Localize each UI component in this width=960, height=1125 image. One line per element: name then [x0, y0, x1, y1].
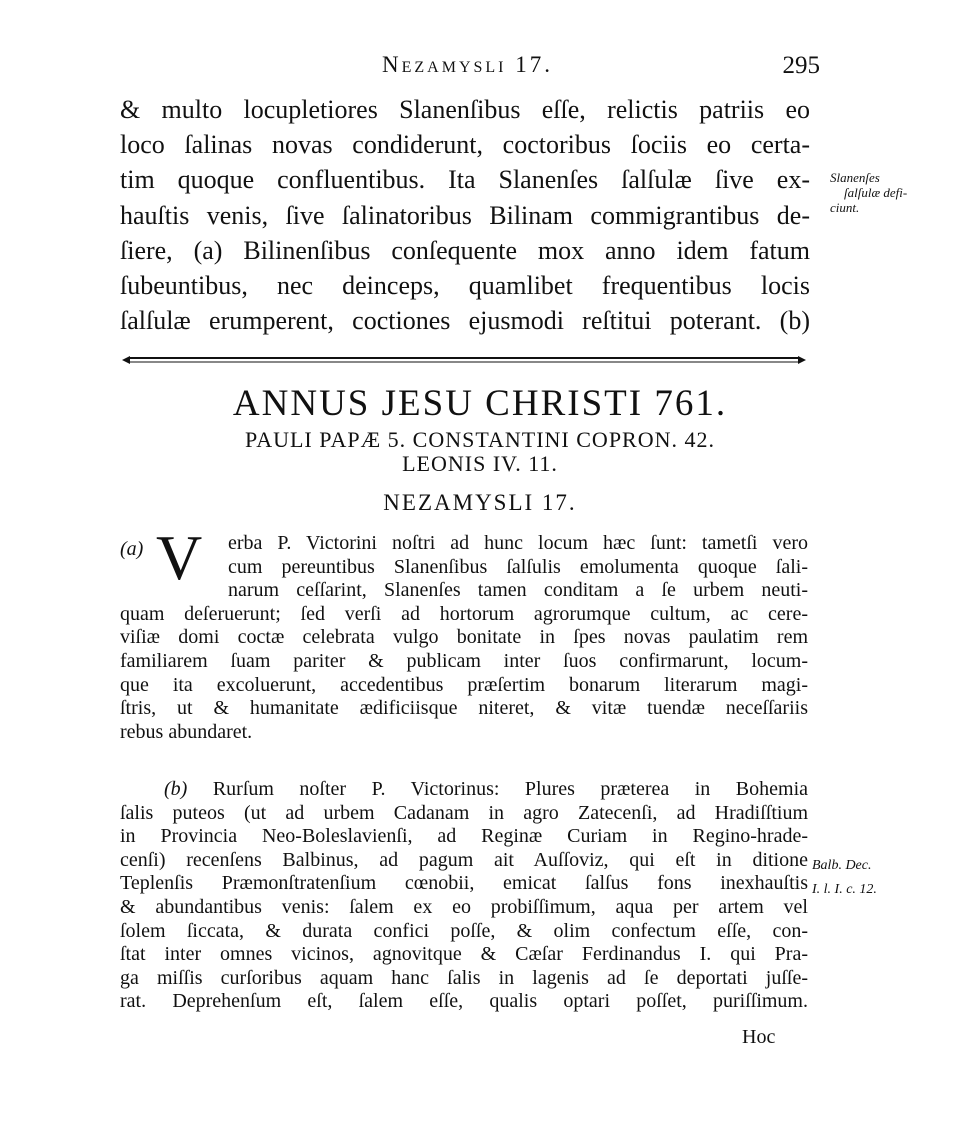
footnote-line: cum pereuntibus Slanenſibus ſalſulis emolumenta quoque ſali-: [228, 555, 808, 578]
ornamental-rule-icon: [122, 355, 806, 365]
page-number: 295: [782, 52, 820, 79]
footnote-marker: (a): [120, 538, 144, 560]
footnote-line: ſtris, ut & humanitate ædificiisque niteret, & vitæ tuendæ neceſſariis: [120, 697, 808, 720]
footnote-line: ſalis puteos (ut ad urbem Cadanam in agro Zatecenſi, ad Hradiſſtium: [120, 801, 808, 824]
footnote-line-text: Rurſum noſter P. Victorinus: Plures præterea in Bohemia: [212, 778, 808, 800]
drop-cap: V: [156, 522, 203, 593]
ornamental-rule: [122, 355, 806, 365]
footnote-marker: (b): [164, 778, 188, 800]
footnote-a: [120, 522, 808, 744]
footnote-line: que ita excoluerunt, accedentibus præſertim bonarum literarum magi-: [120, 673, 808, 696]
duke-heading: NEZAMYSLI 17.: [383, 490, 577, 515]
main-text-line: tim quoque confluentibus. Ita Slanenſes ſalſulæ ſive ex-: [120, 165, 810, 195]
main-text-block: [120, 92, 810, 338]
footnote-line: narum ceſſarint, Slanenſes tamen conditam a ſe urbem neuti-: [228, 579, 808, 602]
main-text-line: ſiere, (a) Bilinenſibus conſequente mox anno idem fatum: [120, 235, 810, 265]
footnote-line: ga miſſis curſoribus aquam hanc ſalis in lagenis ad ſe deportati juſſe-: [120, 966, 808, 989]
footnote-b: [120, 778, 808, 1014]
footnote-line: rat. Deprehenſum eſt, ſalem eſſe, qualis optari poſſet, puriſſimum.: [120, 990, 808, 1013]
footnote-line: erba P. Victorini noſtri ad hunc locum hæc ſunt: tametſi vero: [228, 532, 808, 554]
footnote-line: [120, 778, 808, 802]
footnote-line: cenſi) recenſens Balbinus, ad pagum ait Auſſoviz, qui eſt in ditione: [120, 848, 808, 871]
footnote-line: & abundantibus venis: ſalem ex eo probiſſimum, aqua per artem vel: [120, 895, 808, 918]
main-text-line: ſubeuntibus, nec deinceps, quamlibet frequentibus locis: [120, 271, 810, 301]
margin-note-line: ciunt.: [830, 200, 860, 215]
main-text-line: & multo locupletiores Slanenſibus eſſe, relictis patriis eo: [120, 95, 810, 124]
regnal-years-line: PAULI PAPÆ 5. CONSTANTINI COPRON. 42.: [244, 427, 716, 452]
main-text-line: ſalſulæ erumperent, coctiones ejusmodi reſtitui poterant. (b): [120, 306, 810, 336]
margin-reference: [812, 854, 877, 902]
year-heading: ANNUS JESU CHRISTI 761.: [232, 383, 728, 424]
regnal-years-heading: [0, 428, 960, 476]
footnote-line: rebus abundaret.: [120, 720, 253, 743]
margin-reference-line: I. l. I. c. 12.: [812, 882, 877, 897]
main-text-line: loco ſalinas novas condiderunt, coctoribus ſociis eo certa-: [120, 130, 810, 160]
footnote-line: in Provincia Neo-Boleslavienſi, ad Reginæ Curiam in Regino-hrade-: [120, 825, 808, 848]
main-text-line: hauſtis venis, ſive ſalinatoribus Bilinam commigrantibus de-: [120, 200, 810, 230]
regnal-years-line: LEONIS IV. 11.: [402, 451, 558, 476]
footnote-line: Teplenſis Præmonſtratenſium cœnobii, emicat ſalſus fons inexhauſtis: [120, 872, 808, 895]
footnote-line: ſtat inter omnes vicinos, agnovitque & Cæſar Ferdinandus I. qui Pra-: [120, 943, 808, 966]
footnote-line: quam deſeruerunt; ſed verſi ad hortorum agrorumque cultum, ac cere-: [120, 602, 808, 625]
margin-note-line: ſalſulæ defi-: [844, 185, 908, 200]
margin-note: [830, 170, 918, 215]
footnote-line: viſiæ domi coctæ celebrata vulgo bonitate in ſpes novas paulatim rem: [120, 626, 808, 649]
catchword: Hoc: [742, 1026, 776, 1048]
running-title: Nezamysli 17.: [382, 52, 553, 77]
footnote-line: familiarem ſuam pariter & publicam inter ſuos confirmarunt, locum-: [120, 649, 808, 672]
running-head: [120, 52, 820, 88]
margin-reference-line: Balb. Dec.: [812, 858, 872, 873]
footnote-line: ſolem ſiccata, & durata confici poſſe, & olim confectum eſſe, con-: [120, 919, 808, 942]
margin-note-line: Slanenſes: [830, 170, 880, 185]
